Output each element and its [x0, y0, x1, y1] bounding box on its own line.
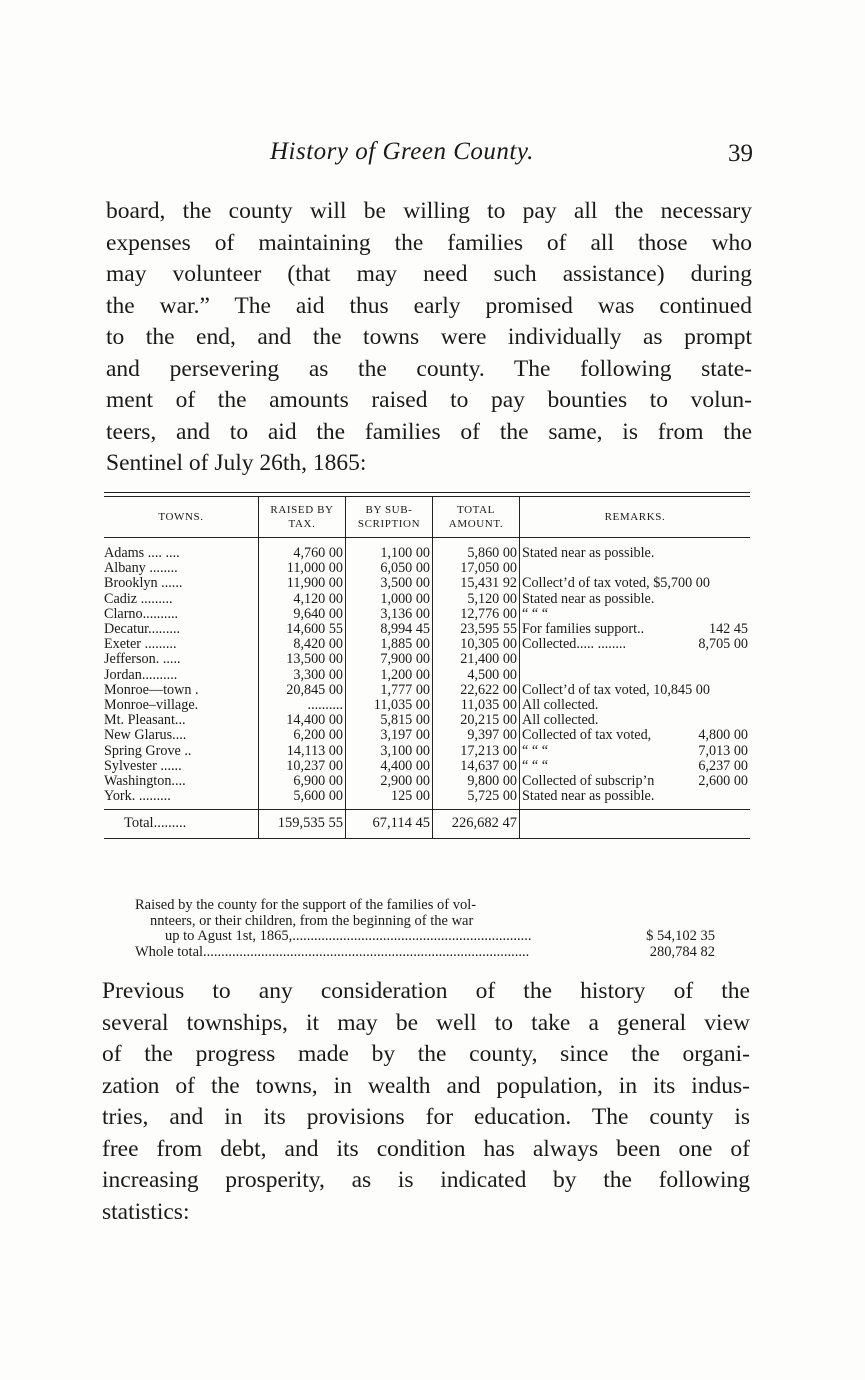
table-row: [104, 538, 750, 562]
table-row: [104, 576, 750, 591]
total-cell: 9,800 00: [433, 774, 520, 789]
note-amount: 280,784 82: [649, 943, 715, 960]
town-cell: Monroe–village.: [104, 697, 199, 714]
table-row: [104, 713, 750, 728]
town-cell: Mt. Pleasant...: [104, 712, 186, 729]
tax-cell: 20,845 00: [259, 683, 346, 698]
town-cell: Monroe—town .: [104, 681, 199, 698]
remark-text: Collected of subscrip’n: [522, 773, 655, 790]
remark-text: “ “ “: [522, 757, 548, 774]
table-row: [104, 592, 750, 607]
total-label: Total.........: [104, 810, 259, 838]
total-subscription: 67,114 45: [346, 810, 433, 838]
remark-cell: [520, 652, 751, 667]
total-cell: 14,637 00: [433, 759, 520, 774]
note-label: Whole total: [135, 943, 204, 960]
header-by-subscription: BY SUB- SCRIPTION: [346, 497, 433, 538]
remark-cell: [520, 683, 751, 698]
remark-cell: [520, 576, 751, 591]
total-cell: 22,622 00: [433, 683, 520, 698]
town-cell: York. .........: [104, 788, 171, 805]
subscription-cell: 3,197 00: [346, 728, 433, 743]
text-line: tries, and in its provisions for education. The county is: [102, 1104, 750, 1130]
header-towns: TOWNS.: [104, 497, 259, 538]
remark-cell: [520, 698, 751, 713]
total-cell: 5,120 00: [433, 592, 520, 607]
remark-cell: [520, 713, 751, 728]
note-label: up to Agust 1st, 1865,: [165, 928, 293, 944]
remark-text: Collect’d of tax voted, $5,700 00: [522, 575, 710, 592]
tax-cell: 10,237 00: [259, 759, 346, 774]
dot-leader: ..................................................................: [292, 929, 532, 944]
note-amount: $ 54,102 35: [646, 928, 715, 944]
total-cell: 17,050 00: [433, 561, 520, 576]
remark-cell: [520, 744, 751, 759]
bounty-table: [104, 497, 750, 838]
tax-cell: 6,900 00: [259, 774, 346, 789]
remark-text: Collected..... ........: [522, 636, 627, 653]
tax-cell: 14,600 55: [259, 622, 346, 637]
text-line: the war.” The aid thus early promised was continued: [106, 292, 752, 319]
table-row: [104, 774, 750, 789]
running-title: History of Green County.: [270, 138, 534, 165]
dot-leader: ..........................................................................................: [203, 944, 530, 960]
subscription-cell: 4,400 00: [346, 759, 433, 774]
text-line: and persevering as the county. The following state-: [106, 355, 752, 382]
remark-amount: 2,600 00: [698, 773, 748, 790]
subscription-cell: 8,994 45: [346, 622, 433, 637]
subscription-cell: 3,100 00: [346, 744, 433, 759]
table-row: [104, 759, 750, 774]
table-bottom-rule: [104, 838, 750, 839]
remark-text: All collected.: [522, 712, 599, 729]
remark-amount: 7,013 00: [698, 742, 748, 759]
bounty-table-container: [104, 492, 750, 839]
total-cell: 5,860 00: [433, 538, 520, 562]
tax-cell: ..........: [259, 698, 346, 713]
header-remarks: REMARKS.: [520, 497, 751, 538]
remark-text: “ “ “: [522, 742, 548, 759]
table-row: [104, 683, 750, 698]
total-cell: 20,215 00: [433, 713, 520, 728]
town-cell: Spring Grove ..: [104, 742, 192, 759]
remark-amount: 8,705 00: [698, 636, 748, 653]
remark-text: Stated near as possible.: [522, 545, 655, 561]
remark-text: Collected of tax voted,: [522, 727, 652, 744]
remark-cell: [520, 774, 751, 789]
total-cell: 23,595 55: [433, 622, 520, 637]
header-raised-by-tax: RAISED BY TAX.: [259, 497, 346, 538]
table-row: [104, 637, 750, 652]
total-cell: 15,431 92: [433, 576, 520, 591]
total-tax: 159,535 55: [259, 810, 346, 838]
remark-cell: [520, 561, 751, 576]
total-cell: 5,725 00: [433, 789, 520, 810]
page-number: 39: [728, 140, 753, 167]
note-row-support: [135, 929, 715, 945]
town-cell: Sylvester ......: [104, 757, 182, 774]
statistics-paragraph: [102, 976, 750, 1228]
table-row: [104, 668, 750, 683]
remark-cell: [520, 668, 751, 683]
tax-cell: 5,600 00: [259, 789, 346, 810]
table-row: [104, 622, 750, 637]
town-cell: Exeter .........: [104, 636, 177, 653]
header-total-amount: TOTAL AMOUNT.: [433, 497, 520, 538]
text-line: statistics:: [102, 1198, 190, 1225]
remark-cell: [520, 538, 751, 562]
table-row: [104, 561, 750, 576]
total-cell: 4,500 00: [433, 668, 520, 683]
remark-cell: [520, 637, 751, 652]
remark-amount: 142 45: [708, 621, 748, 638]
text-line: Sentinel of July 26th, 1865:: [106, 450, 367, 476]
table-row: [104, 744, 750, 759]
total-cell: 11,035 00: [433, 698, 520, 713]
text-line: Previous to any consideration of the history of the: [102, 978, 750, 1004]
remark-amount: 6,237 00: [698, 757, 748, 774]
subscription-cell: 2,900 00: [346, 774, 433, 789]
tax-cell: 3,300 00: [259, 668, 346, 683]
remark-cell: [520, 592, 751, 607]
remark-cell: [520, 789, 751, 810]
tax-cell: 14,400 00: [259, 713, 346, 728]
total-cell: 21,400 00: [433, 652, 520, 667]
subscription-cell: 7,900 00: [346, 652, 433, 667]
tax-cell: 11,900 00: [259, 576, 346, 591]
table-row: [104, 652, 750, 667]
remark-cell: [520, 759, 751, 774]
total-amount: 226,682 47: [433, 810, 520, 838]
remark-cell: [520, 728, 751, 743]
table-row: [104, 728, 750, 743]
tax-cell: 14,113 00: [259, 744, 346, 759]
remark-text: “ “ “: [522, 605, 548, 622]
town-cell: Jefferson. .....: [104, 651, 181, 668]
remark-text: Stated near as possible.: [522, 590, 655, 607]
table-header-row: [104, 497, 750, 538]
table-row: [104, 698, 750, 713]
text-line: to the end, and the towns were individually as prompt: [106, 324, 752, 350]
tax-cell: 13,500 00: [259, 652, 346, 667]
town-cell: New Glarus....: [104, 727, 187, 744]
total-cell: 9,397 00: [433, 728, 520, 743]
remark-text: For families support..: [522, 621, 645, 638]
subscription-cell: 3,136 00: [346, 607, 433, 622]
town-cell: Brooklyn ......: [104, 575, 183, 592]
note-row-whole-total: [135, 945, 715, 961]
town-cell: Decatur.........: [104, 621, 181, 638]
tax-cell: 6,200 00: [259, 728, 346, 743]
county-support-note: [135, 898, 715, 960]
text-line: teers, and to aid the families of the same, is from the: [106, 418, 752, 445]
town-cell: Washington....: [104, 773, 186, 790]
remark-cell: [520, 607, 751, 622]
remark-amount: 4,800 00: [698, 727, 748, 744]
total-cell: 17,213 00: [433, 744, 520, 759]
text-line: board, the county will be willing to pay all the necessary: [106, 198, 752, 224]
remark-text: All collected.: [522, 697, 599, 714]
text-line: zation of the towns, in wealth and population, in its indus-: [102, 1072, 750, 1099]
text-line: ment of the amounts raised to pay bounties to volun-: [106, 387, 752, 413]
total-cell: 12,776 00: [433, 607, 520, 622]
text-line: increasing prosperity, as is indicated by the following: [102, 1167, 750, 1193]
tax-cell: 4,120 00: [259, 592, 346, 607]
town-cell: Adams .... ....: [104, 545, 180, 561]
remark-text: Stated near as possible.: [522, 788, 655, 805]
subscription-cell: 1,200 00: [346, 668, 433, 683]
town-cell: Jordan..........: [104, 666, 178, 683]
subscription-cell: 1,885 00: [346, 637, 433, 652]
tax-cell: 8,420 00: [259, 637, 346, 652]
subscription-cell: 11,035 00: [346, 698, 433, 713]
text-line: of the progress made by the county, since the organi-: [102, 1041, 750, 1067]
town-cell: Albany ........: [104, 560, 178, 577]
table-row: [104, 607, 750, 622]
text-line: may volunteer (that may need such assistance) during: [106, 261, 752, 287]
town-cell: Clarno..........: [104, 605, 179, 622]
subscription-cell: 1,777 00: [346, 683, 433, 698]
town-cell: Cadiz .........: [104, 590, 173, 607]
subscription-cell: 125 00: [346, 789, 433, 810]
note-line: Raised by the county for the support of the families of vol-: [135, 897, 477, 913]
text-line: several townships, it may be well to take a general view: [102, 1009, 750, 1036]
tax-cell: 11,000 00: [259, 561, 346, 576]
subscription-cell: 1,000 00: [346, 592, 433, 607]
subscription-cell: 3,500 00: [346, 576, 433, 591]
subscription-cell: 1,100 00: [346, 538, 433, 562]
remark-cell: [520, 622, 751, 637]
table-row: [104, 789, 750, 810]
total-remark: [520, 810, 751, 838]
subscription-cell: 6,050 00: [346, 561, 433, 576]
intro-paragraph: [106, 196, 752, 480]
tax-cell: 4,760 00: [259, 538, 346, 562]
text-line: free from debt, and its condition has always been one of: [102, 1135, 750, 1162]
remark-text: Collect’d of tax voted, 10,845 00: [522, 681, 710, 698]
tax-cell: 9,640 00: [259, 607, 346, 622]
page-header: [0, 138, 865, 172]
text-line: expenses of maintaining the families of all those who: [106, 229, 752, 256]
note-line: nnteers, or their children, from the beginning of the war: [150, 912, 474, 929]
table-total-row: [104, 810, 750, 838]
subscription-cell: 5,815 00: [346, 713, 433, 728]
total-cell: 10,305 00: [433, 637, 520, 652]
